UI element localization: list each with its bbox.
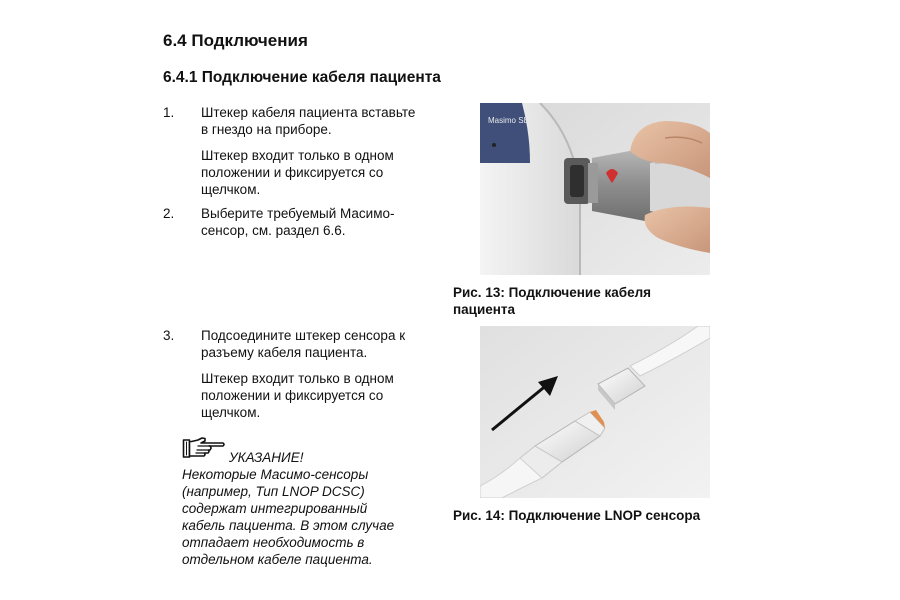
note-line: Некоторые Масимо-сенсоры xyxy=(182,467,369,482)
step-subnote-line: щелчком. xyxy=(201,405,261,420)
subsection-heading: 6.4.1 Подключение кабеля пациента xyxy=(163,69,441,86)
step-number: 1. xyxy=(163,105,175,120)
step-2 xyxy=(163,205,463,239)
pointing-hand-icon xyxy=(182,436,226,467)
note-line: отпадает необходимость в xyxy=(182,535,365,550)
figure-14-caption xyxy=(453,507,700,524)
note-line: кабель пациента. В этом случае xyxy=(182,518,395,533)
step-number: 2. xyxy=(163,206,175,221)
caption-line: пациента xyxy=(453,302,516,317)
step-line: сенсор, см. раздел 6.6. xyxy=(201,223,346,238)
note-text xyxy=(182,466,437,568)
note-label: УКАЗАНИЕ! xyxy=(229,450,304,465)
step-subnote-line: положении и фиксируется со xyxy=(201,165,384,180)
note-line: отдельном кабеле пациента. xyxy=(182,552,373,567)
note-line: содержат интегрированный xyxy=(182,501,368,516)
caption-line: Рис. 14: Подключение LNOP сенсора xyxy=(453,508,701,523)
step-number: 3. xyxy=(163,328,175,343)
step-3 xyxy=(163,327,463,421)
figure-13-caption xyxy=(453,284,651,318)
step-subnote-line: Штекер входит только в одном xyxy=(201,371,394,386)
step-line: Подсоедините штекер сенсора к xyxy=(201,328,406,343)
step-line: разъему кабеля пациента. xyxy=(201,345,368,360)
step-line: Выберите требуемый Масимо- xyxy=(201,206,395,221)
note-header xyxy=(182,436,303,467)
step-subnote-line: щелчком. xyxy=(201,182,261,197)
caption-line: Рис. 13: Подключение кабеля xyxy=(453,285,652,300)
note-line: (например, Тип LNOP DCSC) xyxy=(182,484,365,499)
step-line: Штекер кабеля пациента вставьте xyxy=(201,105,416,120)
device-label: Masimo SET xyxy=(488,116,534,125)
step-subnote-line: Штекер входит только в одном xyxy=(201,148,394,163)
section-heading: 6.4 Подключения xyxy=(163,31,308,50)
step-subnote-line: положении и фиксируется со xyxy=(201,388,384,403)
photo-cable-connection xyxy=(480,103,710,275)
step-1 xyxy=(163,104,463,198)
step-line: в гнездо на приборе. xyxy=(201,122,332,137)
photo-lnop-connection xyxy=(480,326,710,498)
